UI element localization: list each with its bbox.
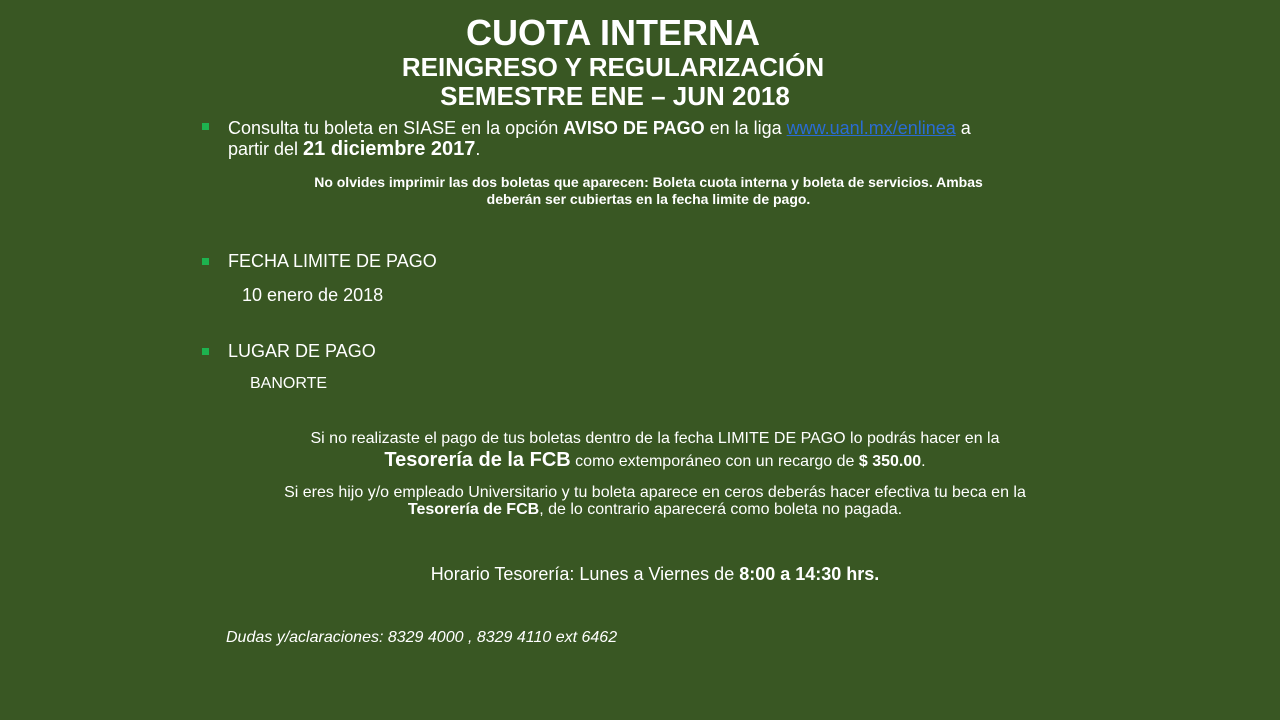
aviso-de-pago-label: AVISO DE PAGO [563, 118, 705, 138]
extemporaneo-paragraph [250, 430, 1060, 474]
bullet-icon [202, 123, 209, 130]
extemporaneo-text: como extemporáneo con un recargo de [570, 453, 859, 470]
start-date: 21 diciembre 2017 [303, 138, 476, 160]
print-note [243, 174, 1054, 208]
consulta-text: Consulta tu boleta en SIASE en la opción [228, 118, 564, 138]
fecha-limite-label: FECHA LIMITE DE PAGO [228, 251, 437, 271]
bullet-icon [202, 258, 209, 265]
dudas-contact: Dudas y/aclaraciones: 8329 4000 , 8329 4110 ext 6462 [226, 629, 618, 646]
beca-text: , de lo contrario aparecerá como boleta no pagada. [539, 501, 903, 518]
horario-line [300, 564, 1010, 585]
horario-text: Horario Tesorería: Lunes a Viernes de [430, 564, 740, 584]
beca-line: Si eres hijo y/o empleado Universitario y tu boleta aparece en ceros deberás hacer efectiva tu beca en la [284, 484, 1026, 501]
consulta-line-1 [228, 118, 971, 139]
consulta-text: . [475, 139, 481, 159]
consulta-text: partir del [228, 139, 304, 159]
extemporaneo-line: Si no realizaste el pago de tus boletas dentro de la fecha LIMITE DE PAGO lo podrás hacer en la [310, 430, 1000, 447]
bullet-icon [202, 348, 209, 355]
lugar-pago-value: BANORTE [250, 375, 328, 392]
tesoreria-fcb: Tesorería de la FCB [384, 449, 571, 471]
print-note-line: deberán ser cubiertas en la fecha limite de pago. [486, 191, 811, 207]
consulta-text: en la liga [704, 118, 787, 138]
tesoreria-fcb: Tesorería de FCB [407, 501, 540, 518]
slide-title: CUOTA INTERNA [466, 12, 760, 53]
beca-line [230, 501, 1080, 518]
semester-heading: SEMESTRE ENE – JUN 2018 [440, 81, 790, 111]
horario-time: 8:00 a 14:30 hrs. [739, 564, 880, 584]
lugar-pago-label: LUGAR DE PAGO [228, 341, 376, 361]
consulta-line-2 [228, 138, 480, 161]
extemporaneo-line [250, 448, 1060, 474]
recargo-amount: $ 350.00 [858, 453, 922, 470]
slide-subtitle: REINGRESO Y REGULARIZACIÓN [401, 52, 825, 82]
fecha-limite-value: 10 enero de 2018 [242, 285, 384, 305]
consulta-text: a [955, 118, 971, 138]
extemporaneo-text: . [921, 453, 926, 470]
print-note-line: No olvides imprimir las dos boletas que aparecen: Boleta cuota interna y boleta de servicios. Ambas [314, 174, 983, 190]
enlinea-link[interactable]: www.uanl.mx/enlinea [786, 118, 956, 138]
beca-paragraph [230, 484, 1080, 518]
